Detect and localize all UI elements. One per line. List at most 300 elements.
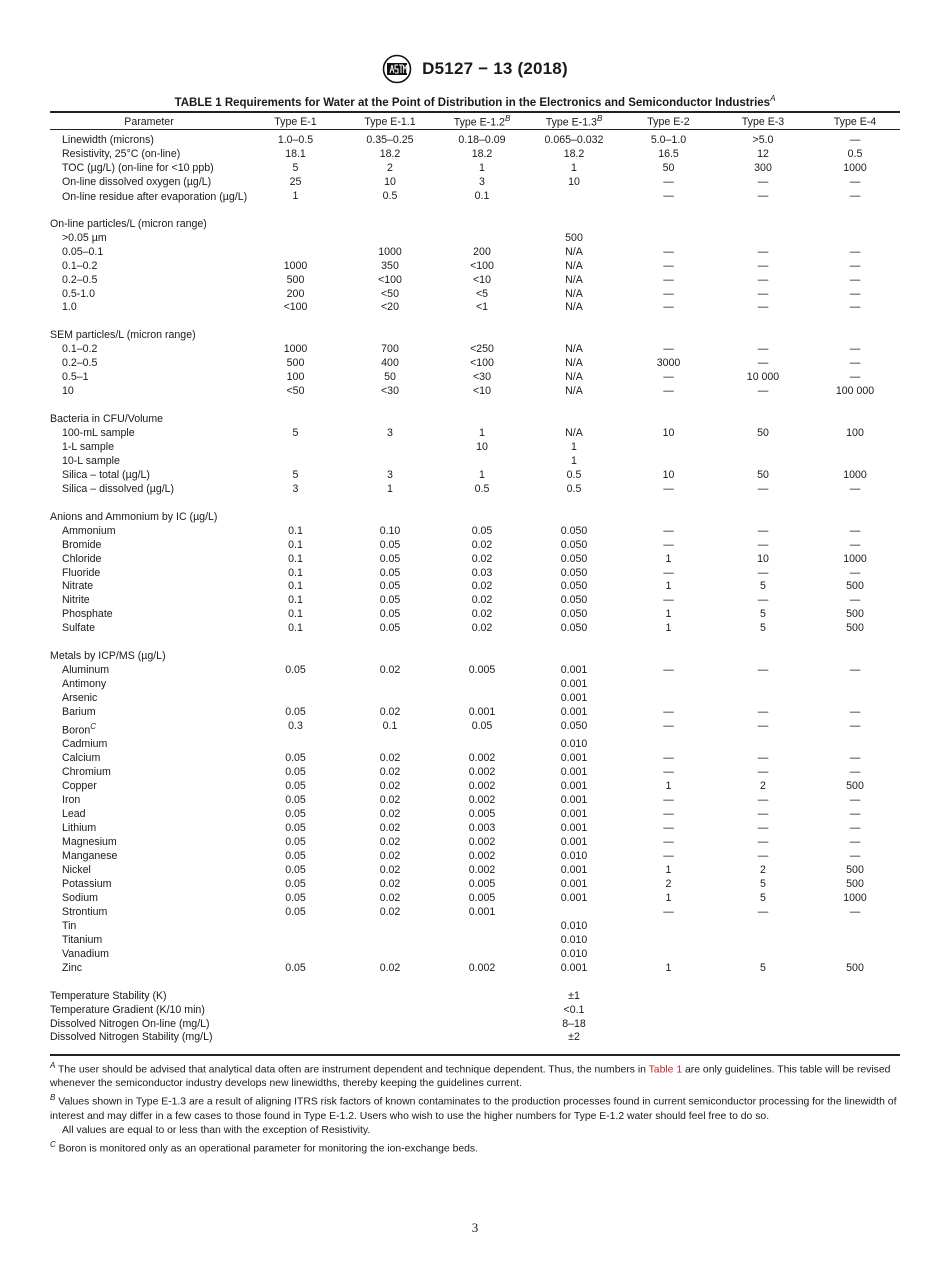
value-cell — [343, 934, 437, 948]
value-cell: 25 — [289, 175, 302, 188]
parameter-cell: Manganese — [62, 850, 118, 863]
value-cell: 2 — [760, 780, 766, 793]
value-cell — [343, 738, 437, 752]
value-cell: 0.05 — [285, 794, 306, 807]
parameter-cell: Arsenic — [62, 692, 98, 705]
column-header-label: Type E-1 — [274, 115, 317, 128]
footnote-b — [50, 1091, 900, 1123]
parameter-cell: Barium — [62, 706, 96, 719]
value-cell: — — [757, 808, 769, 821]
parameter-cell: Antimony — [62, 678, 107, 691]
value-cell — [810, 1031, 900, 1045]
value-cell — [343, 218, 437, 232]
table-row — [50, 190, 900, 204]
value-cell — [810, 934, 900, 948]
value-cell: 0.02 — [379, 794, 401, 807]
value-cell: — — [663, 566, 674, 579]
parameter-cell: 0.2–0.5 — [62, 273, 98, 286]
value-cell — [621, 678, 716, 692]
value-cell: — — [663, 287, 674, 300]
value-cell — [437, 948, 527, 962]
value-cell: — — [757, 245, 769, 258]
value-cell: — — [757, 385, 769, 398]
parameter-cell: Iron — [62, 794, 81, 807]
value-cell — [248, 1031, 343, 1045]
value-cell: — — [849, 175, 861, 188]
column-header-label: Type E-1.3 — [545, 116, 597, 129]
parameter-cell: Bacteria in CFU/Volume — [50, 413, 164, 426]
value-cell — [716, 413, 810, 427]
table-row — [50, 567, 900, 581]
requirements-table — [50, 113, 900, 1045]
value-cell: 0.050 — [560, 594, 588, 607]
value-cell: 0.5 — [566, 482, 582, 495]
table-row — [50, 850, 900, 864]
parameter-cell: Boron$^C$ — [62, 722, 97, 737]
value-cell: <30 — [473, 371, 491, 384]
spacer-cell — [50, 204, 900, 218]
table-row — [50, 1018, 900, 1032]
value-cell: 0.02 — [379, 664, 401, 677]
value-cell: 5.0–1.0 — [650, 134, 687, 146]
value-cell: 0.050 — [560, 524, 588, 537]
value-cell: — — [757, 822, 769, 835]
value-cell: 0.001 — [560, 766, 588, 779]
value-cell: 1000 — [283, 343, 308, 356]
value-cell: 5 — [760, 580, 766, 593]
value-cell: 0.1 — [288, 552, 303, 565]
value-cell: — — [849, 301, 861, 314]
value-cell: 350 — [381, 259, 399, 272]
value-cell: 1000 — [378, 245, 402, 258]
value-cell: 0.065–0.032 — [544, 134, 604, 146]
column-header-4 — [527, 113, 621, 130]
table-row — [50, 836, 900, 850]
parameter-cell: Aluminum — [62, 664, 110, 677]
column-header-label: Type E-1.1 — [364, 115, 416, 128]
value-cell: — — [663, 822, 674, 835]
parameter-cell: Sulfate — [62, 622, 95, 635]
value-cell: 0.005 — [468, 808, 496, 821]
footnote-a-text-cont: are only guidelines. This table will be revised whenever the semiconductor industry develops new linewidths, thereby keeping the guidelines current. — [50, 1064, 891, 1090]
table-row — [50, 706, 900, 720]
table-row — [50, 920, 900, 934]
value-cell: 0.1 — [288, 608, 303, 621]
value-cell: — — [849, 706, 861, 719]
value-cell — [716, 650, 810, 664]
parameter-cell: 10-L sample — [62, 454, 120, 467]
value-cell — [810, 329, 900, 343]
value-cell: 0.050 — [560, 538, 588, 551]
value-cell — [621, 1031, 716, 1045]
value-cell: 0.1 — [288, 566, 303, 579]
value-cell: 10 — [662, 468, 675, 481]
value-cell: 0.10 — [379, 524, 401, 537]
parameter-cell: 0.5-1.0 — [62, 287, 95, 300]
parameter-cell: >0.05 µm — [62, 231, 107, 244]
value-cell: 0.05 — [285, 961, 306, 974]
value-cell — [810, 990, 900, 1004]
value-cell: 0.001 — [560, 706, 588, 719]
column-header-label: Type E-1.2 — [453, 116, 505, 129]
value-cell — [437, 329, 527, 343]
value-cell — [343, 948, 437, 962]
value-cell: 0.005 — [468, 664, 496, 677]
value-cell: — — [663, 273, 674, 286]
table-spacer-row — [50, 315, 900, 329]
value-cell: — — [849, 850, 861, 863]
parameter-cell: 0.1–0.2 — [62, 259, 98, 272]
value-cell: — — [757, 482, 769, 495]
table-spacer-row — [50, 976, 900, 990]
parameter-cell: Vanadium — [62, 947, 109, 960]
table-spacer-row — [50, 497, 900, 511]
parameter-cell: Metals by ICP/MS (µg/L) — [50, 650, 166, 663]
value-cell — [716, 232, 810, 246]
parameter-cell: Temperature Stability (K) — [50, 989, 167, 1002]
value-cell: 0.002 — [468, 864, 496, 877]
value-cell: 0.02 — [379, 864, 401, 877]
value-cell — [810, 650, 900, 664]
value-cell: 10 000 — [746, 371, 780, 384]
value-cell: <100 — [283, 301, 308, 314]
value-cell: 50 — [662, 161, 675, 174]
parameter-cell: Lithium — [62, 822, 97, 835]
value-cell: 0.3 — [288, 720, 303, 732]
value-cell: 1 — [665, 864, 672, 877]
value-cell: 1 — [571, 440, 577, 453]
footnotes — [50, 1059, 900, 1156]
value-cell: 0.05 — [471, 524, 493, 537]
value-cell — [716, 920, 810, 934]
value-cell — [810, 920, 900, 934]
parameter-cell: Chloride — [62, 552, 102, 565]
value-cell: 0.002 — [468, 836, 496, 849]
parameter-cell: Copper — [62, 780, 97, 793]
value-cell — [810, 455, 900, 469]
footnote-b-text: Values shown in Type E-1.3 are a result of aligning ITRS risk factors of known contaminates to the production processes found in current semiconductor processing for the linewidth of interest and may differ in a few cases to those found in Type E-1.2. Users who wish to use the higher numbers for Type E-1.2 water should feel free to do so. — [50, 1096, 897, 1122]
value-cell: 0.002 — [468, 961, 496, 974]
table-row — [50, 343, 900, 357]
table-row — [50, 553, 900, 567]
value-cell: 0.5 — [566, 468, 582, 481]
parameter-cell: Silica – dissolved (µg/L) — [62, 482, 175, 495]
value-cell — [437, 678, 527, 692]
parameter-cell: On-line residue after evaporation (µg/L) — [62, 190, 248, 203]
table-title — [50, 94, 900, 109]
value-cell — [248, 441, 343, 455]
table-row — [50, 455, 900, 469]
value-cell: — — [663, 385, 674, 398]
value-cell: 0.05 — [285, 766, 306, 779]
value-cell: — — [849, 482, 861, 495]
value-cell — [621, 920, 716, 934]
value-cell: 0.001 — [560, 664, 588, 677]
value-cell: 100 000 — [835, 385, 875, 398]
value-cell: 0.050 — [560, 720, 588, 732]
value-cell: 200 — [473, 245, 491, 258]
spacer-cell — [50, 315, 900, 329]
value-cell: 5 — [292, 468, 299, 481]
value-cell — [437, 934, 527, 948]
value-cell: 10 — [568, 175, 580, 188]
value-cell: — — [663, 524, 674, 537]
value-cell: 0.1 — [382, 720, 398, 732]
footnote-a — [50, 1059, 900, 1091]
value-cell: 1 — [665, 622, 672, 635]
value-cell: 10 — [662, 427, 675, 440]
table-spacer-row — [50, 399, 900, 413]
table-spacer-row — [50, 204, 900, 218]
value-cell: <0.1 — [563, 1003, 585, 1016]
value-cell: — — [663, 482, 674, 495]
value-cell — [437, 990, 527, 1004]
value-cell: 0.05 — [285, 891, 306, 904]
value-cell: 0.1 — [288, 622, 303, 635]
value-cell: 0.002 — [468, 850, 496, 863]
value-cell — [621, 441, 716, 455]
value-cell: 0.001 — [560, 780, 588, 793]
value-cell: 500 — [286, 273, 305, 286]
value-cell: 300 — [754, 161, 772, 174]
value-cell: 1.0–0.5 — [277, 134, 314, 146]
value-cell — [248, 1018, 343, 1032]
value-cell: 18.2 — [563, 147, 585, 160]
value-cell — [810, 1018, 900, 1032]
column-header-7 — [810, 113, 900, 130]
value-cell — [343, 441, 437, 455]
column-header-2 — [343, 113, 437, 130]
value-cell: — — [757, 594, 769, 607]
value-cell: 500 — [846, 780, 864, 793]
value-cell — [716, 218, 810, 232]
value-cell: 0.02 — [471, 538, 493, 551]
value-cell — [437, 1018, 527, 1032]
value-cell: — — [849, 720, 861, 732]
value-cell: 50 — [757, 468, 769, 481]
value-cell — [621, 1018, 716, 1032]
parameter-cell: Nitrite — [62, 594, 90, 607]
value-cell: 5 — [760, 878, 766, 891]
document-header — [0, 54, 950, 84]
table-row — [50, 246, 900, 260]
value-cell: N/A — [565, 273, 583, 286]
column-header-footnote-mark: B — [504, 114, 511, 124]
value-cell: 0.18–0.09 — [458, 134, 506, 146]
column-header-5 — [621, 113, 716, 130]
value-cell — [527, 413, 621, 427]
value-cell: 0.002 — [468, 752, 496, 765]
value-cell: 0.02 — [471, 552, 493, 565]
parameter-cell: Potassium — [62, 878, 112, 891]
value-cell: — — [663, 301, 674, 314]
value-cell — [527, 329, 621, 343]
value-cell: — — [849, 664, 861, 677]
value-cell — [716, 990, 810, 1004]
value-cell: — — [849, 808, 861, 821]
table-row — [50, 934, 900, 948]
value-cell: — — [663, 371, 674, 384]
value-cell: 0.05 — [285, 822, 306, 835]
value-cell — [437, 1031, 527, 1045]
column-header-1 — [248, 113, 343, 130]
table-row — [50, 808, 900, 822]
value-cell: 0.02 — [379, 905, 401, 918]
value-cell: 0.010 — [560, 933, 588, 946]
value-cell: 0.003 — [468, 822, 496, 835]
value-cell: 500 — [286, 357, 305, 370]
value-cell — [527, 218, 621, 232]
value-cell: 1 — [571, 454, 577, 467]
value-cell: 1000 — [843, 552, 867, 565]
value-cell: ±2 — [568, 1031, 580, 1044]
value-cell: 0.001 — [560, 678, 588, 691]
value-cell — [621, 738, 716, 752]
value-cell — [437, 413, 527, 427]
value-cell: 0.02 — [379, 878, 401, 891]
value-cell — [437, 738, 527, 752]
value-cell: — — [757, 287, 769, 300]
value-cell — [437, 218, 527, 232]
value-cell: 0.050 — [560, 552, 588, 565]
value-cell: 0.001 — [560, 752, 588, 765]
value-cell: 0.05 — [285, 808, 306, 821]
parameter-cell: Ammonium — [62, 524, 116, 537]
value-cell: — — [663, 850, 674, 863]
value-cell: 0.002 — [468, 794, 496, 807]
value-cell: 1 — [479, 427, 485, 440]
value-cell — [716, 329, 810, 343]
value-cell: — — [757, 259, 769, 272]
value-cell: — — [663, 766, 674, 779]
parameter-cell: Strontium — [62, 905, 108, 918]
value-cell — [437, 1004, 527, 1018]
table-row — [50, 780, 900, 794]
value-cell: 500 — [565, 231, 583, 244]
table-row — [50, 594, 900, 608]
value-cell: — — [849, 752, 861, 765]
value-cell: — — [849, 189, 861, 202]
column-header-footnote-mark: B — [596, 114, 603, 124]
value-cell — [437, 511, 527, 525]
value-cell: 1000 — [283, 259, 308, 272]
value-cell: — — [663, 538, 674, 551]
value-cell: 0.5 — [474, 482, 490, 495]
value-cell: 0.010 — [560, 738, 588, 751]
parameter-cell: Nickel — [62, 864, 91, 877]
value-cell: 0.02 — [379, 961, 401, 974]
value-cell: 0.02 — [379, 752, 401, 765]
table-row — [50, 218, 900, 232]
value-cell: 500 — [846, 864, 864, 877]
value-cell: 0.001 — [560, 794, 588, 807]
table-row — [50, 232, 900, 246]
table-1-link[interactable]: Table 1 — [648, 1064, 683, 1076]
value-cell: <50 — [286, 385, 305, 398]
table-row — [50, 469, 900, 483]
value-cell: 1 — [665, 891, 672, 904]
value-cell: 0.02 — [379, 780, 401, 793]
table-row — [50, 864, 900, 878]
value-cell: — — [663, 752, 674, 765]
value-cell: 0.05 — [379, 608, 401, 621]
value-cell: 1 — [665, 580, 672, 593]
column-header-label: Type E-4 — [833, 115, 877, 128]
value-cell: 1000 — [843, 161, 867, 174]
value-cell: — — [757, 706, 769, 719]
value-cell — [343, 678, 437, 692]
value-cell: — — [849, 273, 861, 286]
parameter-cell: Zinc — [62, 961, 83, 974]
value-cell: 18.2 — [379, 147, 401, 160]
table-row — [50, 892, 900, 906]
value-cell: 50 — [384, 371, 396, 384]
table-row — [50, 878, 900, 892]
value-cell: 2 — [665, 878, 672, 891]
parameter-cell: Lead — [62, 808, 86, 821]
value-cell: 0.010 — [560, 850, 588, 863]
value-cell: 0.1 — [474, 189, 490, 202]
value-cell — [248, 455, 343, 469]
value-cell — [621, 218, 716, 232]
spacer-cell — [50, 636, 900, 650]
value-cell: 0.05 — [379, 566, 401, 579]
value-cell — [621, 1004, 716, 1018]
parameter-cell: 1.0 — [62, 301, 77, 314]
value-cell: 400 — [381, 357, 399, 370]
value-cell: >5.0 — [752, 134, 774, 146]
value-cell — [716, 455, 810, 469]
value-cell: N/A — [565, 343, 583, 356]
value-cell: N/A — [565, 371, 583, 384]
table-header-row — [50, 113, 900, 130]
table-row — [50, 385, 900, 399]
table-row — [50, 148, 900, 162]
table-bottom-rule — [50, 1054, 900, 1056]
value-cell: 1 — [292, 189, 299, 202]
value-cell: 1 — [665, 780, 672, 793]
value-cell: — — [663, 175, 674, 188]
value-cell: 0.001 — [560, 864, 588, 877]
value-cell — [248, 948, 343, 962]
parameter-cell: Calcium — [62, 752, 101, 765]
value-cell — [716, 441, 810, 455]
value-cell — [621, 329, 716, 343]
table-title-footnote-mark: A — [770, 94, 776, 103]
value-cell: — — [849, 566, 861, 579]
table-row — [50, 990, 900, 1004]
parameter-cell: 100-mL sample — [62, 427, 135, 440]
value-cell: 12 — [757, 147, 769, 160]
value-cell: 3 — [292, 482, 299, 495]
value-cell: 18.1 — [285, 147, 306, 160]
value-cell: — — [663, 808, 674, 821]
value-cell — [343, 232, 437, 246]
value-cell — [248, 511, 343, 525]
value-cell: <100 — [470, 357, 494, 370]
page-number: 3 — [471, 1220, 479, 1235]
value-cell: — — [849, 905, 861, 918]
value-cell: 0.001 — [560, 808, 588, 821]
value-cell: 0.02 — [471, 622, 493, 635]
value-cell: — — [757, 343, 769, 356]
value-cell: <30 — [381, 385, 399, 398]
footnote-a-text: The user should be advised that analytical data often are instrument dependent and technique dependent. Thus, the numbers in — [58, 1064, 649, 1076]
value-cell: 0.05 — [285, 706, 306, 719]
value-cell: N/A — [565, 427, 583, 440]
value-cell: 3 — [479, 175, 485, 188]
value-cell: — — [849, 371, 861, 384]
